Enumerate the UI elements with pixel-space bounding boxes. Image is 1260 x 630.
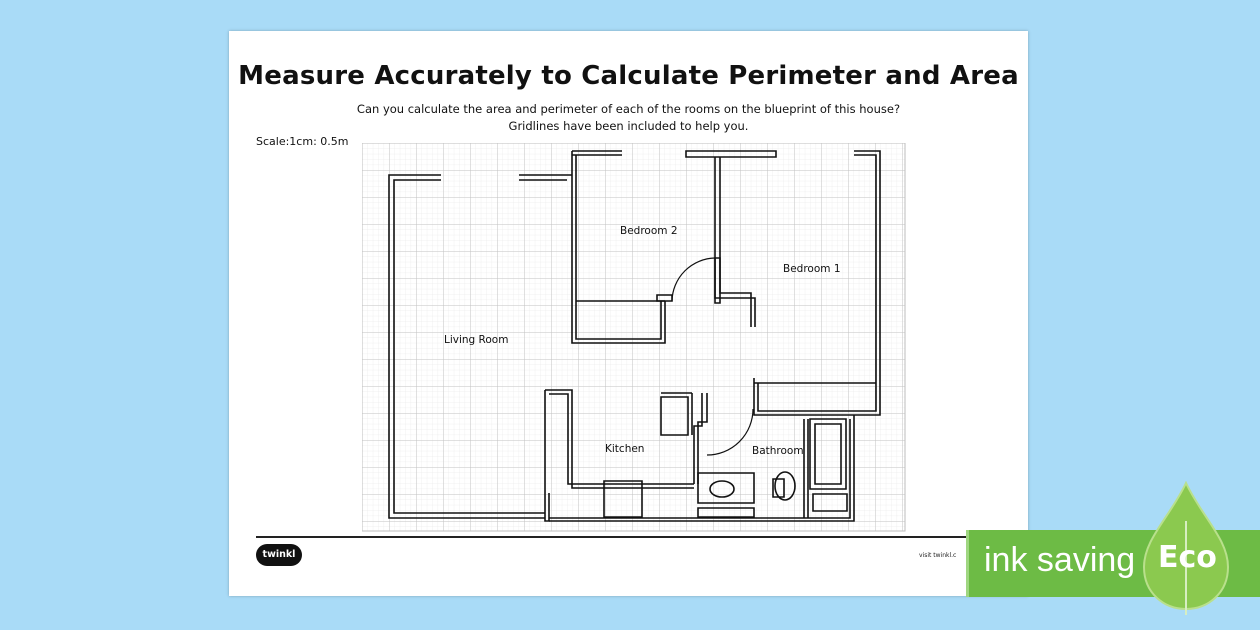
room-label-bedroom-1: Bedroom 1 bbox=[783, 263, 841, 275]
ink-saving-label: ink saving bbox=[984, 541, 1136, 579]
instructions-line-2: Gridlines have been included to help you. bbox=[508, 119, 749, 133]
room-label-bedroom-2: Bedroom 2 bbox=[620, 225, 678, 237]
page-title: Measure Accurately to Calculate Perimeter and Area bbox=[238, 61, 1019, 91]
twinkl-logo: twinkl bbox=[256, 544, 302, 566]
worksheet-page bbox=[229, 31, 1028, 596]
instructions bbox=[229, 101, 1028, 135]
scale-label: Scale:1cm: 0.5m bbox=[256, 135, 349, 148]
room-label-kitchen: Kitchen bbox=[605, 443, 645, 455]
room-label-living-room: Living Room bbox=[444, 334, 509, 346]
footer-visit-text: visit twinkl.c bbox=[919, 552, 957, 559]
eco-label: Eco bbox=[1158, 540, 1217, 575]
floor-plan bbox=[362, 143, 906, 533]
instructions-line-1: Can you calculate the area and perimeter of each of the rooms on the blueprint of this house? bbox=[356, 102, 901, 116]
room-label-bathroom: Bathroom bbox=[752, 445, 804, 457]
footer-divider bbox=[256, 536, 1006, 538]
